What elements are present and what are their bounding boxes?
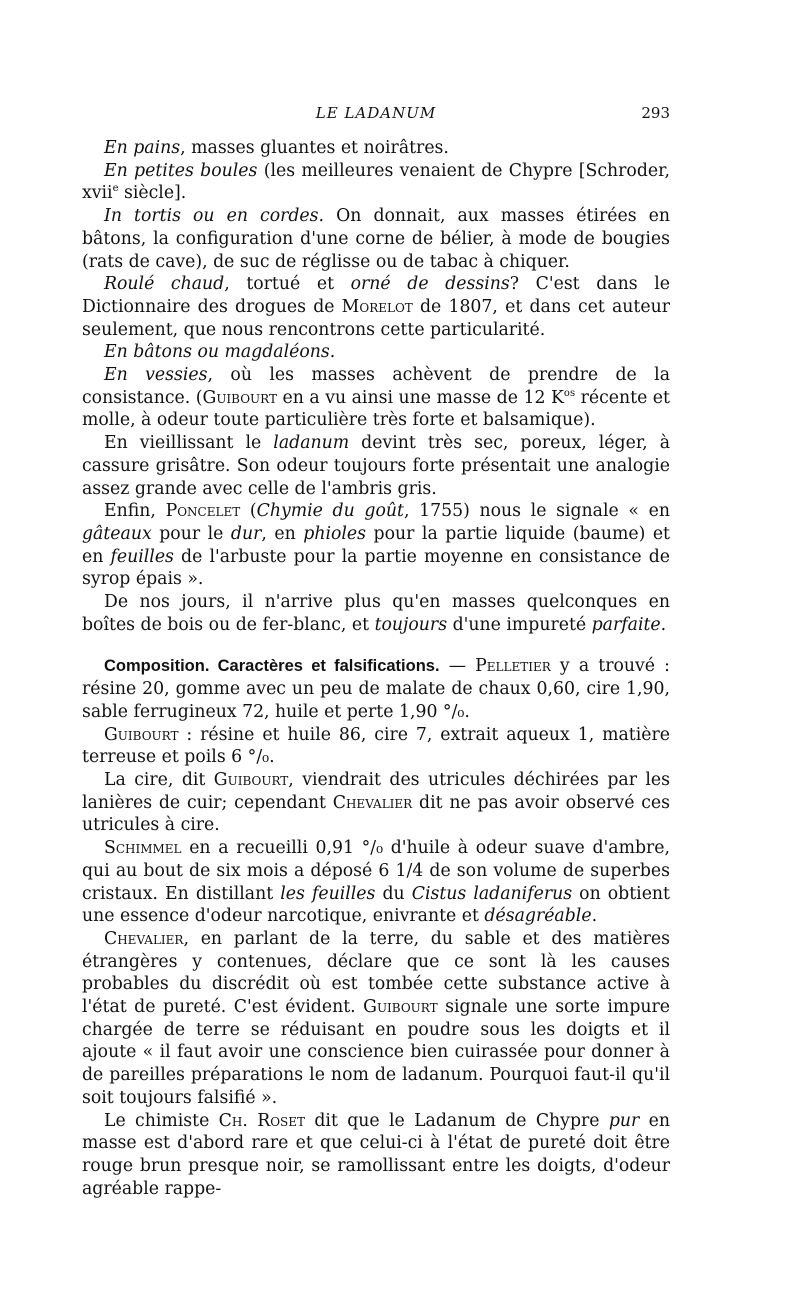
text-run: du [375,883,412,904]
text-run: y a trouvé : résine 20, gomme avec un peu de malate de chaux 0,60, cire 1,90, sable ferrugineux 72, huile et perte 1,90 °/₀. [82,656,670,722]
paragraph [82,500,670,591]
section-heading: Composition. Caractères et falsifications. [104,657,440,676]
text-run: , où les masses achèvent de prendre de la consistance. ( [82,365,670,408]
paragraph [82,205,670,273]
author-name: Guibourt [202,387,277,408]
text-run: En pains [104,138,181,158]
section-paragraph [82,655,670,723]
text-run: phioles [303,523,367,544]
text-run: de l'arbuste pour la partie moyenne en consistance de syrop épais ». [82,546,670,590]
text-run: , tortué et [224,274,351,295]
page-number: 293 [641,104,670,122]
paragraph [82,591,670,636]
text-run: : résine et huile 86, cire 7, extrait aqueux 1, matière terreuse et poils 6 °/₀. [82,724,670,768]
text-run: feuilles [110,546,174,567]
text-run: , en parlant de la terre, du sable et des matières étrangères y contenues, déclare que ce sont là les causes probables du discrédit où est tombée cette substance active à l'état de pureté. C'est évident. [82,928,670,1018]
text-run: devint très sec, poreux, léger, à cassure grisâtre. Son odeur toujours forte présentait une analogie assez grande avec celle de l'ambris gris. [82,433,670,499]
text-run: dit que le Ladanum de Chypre [305,1110,609,1131]
author-name: Guibourt [104,724,179,745]
text-run: ladanum [273,433,350,454]
text-run: d'une impureté [447,614,592,635]
text-run: In tortis ou en cordes. [104,206,325,227]
text-run: gâteaux [82,523,152,544]
paragraph [82,1110,670,1201]
author-name: Ch. Roset [218,1110,306,1131]
text-run: , 1755) nous le signale « en [403,501,670,522]
text-run: de 1807, et dans cet auteur seulement, que nous rencontrons cette particularité. [82,296,670,340]
text-run: En petites boules [104,160,258,181]
text-run: on obtient une essence d'odeur narcotique, enivrante et [82,883,670,927]
text-run: De nos jours, il n'arrive plus qu'en masses quelconques en boîtes de bois ou de fer-blanc, et [82,592,670,635]
paragraph [82,432,670,500]
text-run: , viendrait des utricules déchirées par les lanières de cuir; cependant [82,769,671,813]
text-run: — [439,656,476,677]
running-title: LE LADANUM [315,104,437,122]
text-run: les feuilles [280,883,376,904]
author-name: Guibourt [213,769,289,790]
text-run: os [563,387,576,399]
text-run: orné de dessins [350,274,510,295]
text-run: pur [608,1110,640,1131]
text-run: En vessies [104,365,208,386]
author-name: Guibourt [363,997,438,1018]
author-name: Chevalier [104,928,184,949]
text-run: e [112,183,119,195]
text-run: désagréable [484,906,592,927]
text-run: dur [230,523,262,544]
text-run: toujours [374,614,448,635]
text-run: En bâtons ou magdaléons. [104,342,336,363]
text-run: Cistus ladaniferus [411,883,573,904]
text-run: siècle]. [118,183,187,204]
text-run: La cire, dit [104,769,214,790]
text-run: En vieillissant le [104,433,274,454]
paragraph [82,837,670,928]
text-run: Chymie du goût [256,501,404,522]
text-run: pour le [151,523,231,544]
paragraph [82,160,670,205]
text-run: , xvii [82,160,670,204]
paragraph [82,769,670,837]
text-run: Enfin, [104,501,166,522]
text-run: . [660,614,667,635]
paragraph [82,724,670,769]
author-name: Poncelet [165,501,241,522]
paragraph [82,137,670,160]
author-name: Chevalier [332,792,413,813]
page-body [82,137,670,1200]
text-run: parfaite [591,614,661,635]
text-run: (les meilleures venaient de Chypre [Schroder [257,160,665,181]
text-run: Le chimiste [104,1110,219,1131]
author-name: Schimmel [104,838,182,859]
text-run: pour la partie liquide (baume) et en [82,523,671,567]
text-run: en a vu ainsi une masse de 12 K [277,387,564,408]
text-run: , masses gluantes et noirâtres. [180,138,449,158]
text-run: en a recueilli 0,91 °/₀ d'huile à odeur suave d'ambre, qui au bout de six mois a déposé 6 1/4 de son volume de superbes cristaux. En distillant [82,838,670,904]
author-name: Morelot [341,296,413,317]
text-run: en masse est d'abord rare et que celui-ci à l'état de pureté doit être rouge brun presque noir, se ramollissant entre les doigts, d'odeur agréable rappe- [82,1110,671,1199]
text-run: signale une sorte impure chargée de terre se réduisant en poudre sous les doigts et il ajoute « il faut avoir une conscience bien cuirassée pour donner à de pareilles préparations le nom de ladanum. Pourquoi faut-il qu'il soit toujours falsifié ». [82,997,670,1108]
text-run: récente et molle, à odeur toute particulière très forte et balsamique). [82,387,670,431]
paragraph [82,273,670,341]
paragraph [82,928,670,1110]
text-run: On donnait, aux masses étirées en bâtons, la configuration d'une corne de bélier, à mode de bougies (rats de cave), de suc de réglisse ou de tabac à chiquer. [82,206,671,272]
text-run: Roulé chaud [104,274,225,295]
text-run: ? C'est dans le Dictionnaire des drogues de [82,274,670,317]
text-run: , en [261,523,304,544]
text-run: ( [240,501,257,522]
running-head [82,104,670,130]
paragraph [82,364,670,432]
text-run: . [591,906,598,927]
text-run: dit ne pas avoir observé ces utricules à cire. [82,792,670,836]
author-name: Pelletier [475,656,551,677]
paragraph [82,341,670,364]
